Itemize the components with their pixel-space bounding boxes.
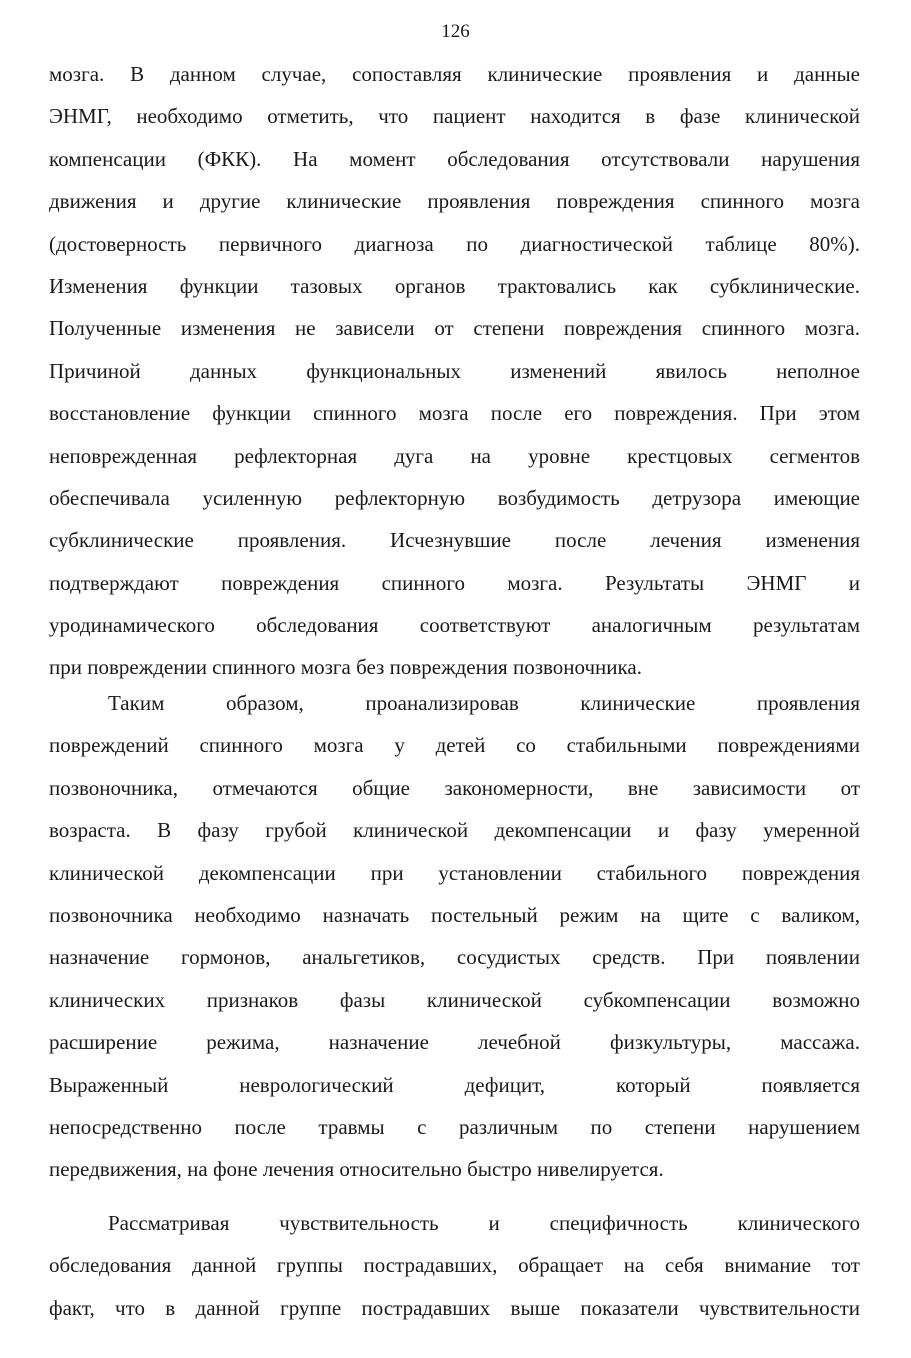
- text-line: Выраженный неврологический дефицит, который появляется: [49, 1072, 860, 1097]
- text-line: ЭНМГ, необходимо отметить, что пациент находится в фазе клинической: [49, 104, 860, 129]
- text-line: уродинамического обследования соответствуют аналогичным результатам: [49, 613, 860, 638]
- text-line: назначение гормонов, анальгетиков, сосудистых средств. При появлении: [49, 945, 860, 970]
- text-line: мозга. В данном случае, сопоставляя клинические проявления и данные: [49, 62, 860, 86]
- text-line: непосредственно после травмы с различным по степени нарушением: [49, 1114, 860, 1139]
- text-line: (достоверность первичного диагноза по диагностической таблице 80%).: [49, 231, 860, 256]
- text-line: при повреждении спинного мозга без повреждения позвоночника.: [49, 655, 642, 680]
- text-line: движения и другие клинические проявления повреждения спинного мозга: [49, 189, 860, 214]
- text-line: позвоночника, отмечаются общие закономерности, вне зависимости от: [49, 775, 860, 800]
- text-line: Причиной данных функциональных изменений явилось неполное: [49, 358, 860, 383]
- page-number: 126: [441, 21, 470, 42]
- text-line: обследования данной группы пострадавших, обращает на себя внимание тот: [49, 1253, 860, 1278]
- paragraph-1: [49, 60, 860, 696]
- text-line: клинических признаков фазы клинической субкомпенсации возможно: [49, 987, 860, 1012]
- paragraph-3: [49, 1209, 860, 1336]
- text-line: позвоночника необходимо назначать постельный режим на щите с валиком,: [49, 902, 860, 927]
- text-line: неповрежденная рефлекторная дуга на уровне крестцовых сегментов: [49, 443, 860, 468]
- text-line: субклинические проявления. Исчезнувшие после лечения изменения: [49, 528, 860, 553]
- text-line: восстановление функции спинного мозга после его повреждения. При этом: [49, 401, 860, 426]
- text-line: повреждений спинного мозга у детей со стабильными повреждениями: [49, 733, 860, 758]
- text-line: факт, что в данной группе пострадавших выше показатели чувствительности: [49, 1295, 860, 1320]
- text-line: Изменения функции тазовых органов трактовались как субклинические.: [49, 273, 860, 298]
- text-line: обеспечивала усиленную рефлекторную возбудимость детрузора имеющие: [49, 485, 860, 510]
- text-line: передвижения, на фоне лечения относительно быстро нивелируется.: [49, 1157, 664, 1182]
- text-line: возраста. В фазу грубой клинической декомпенсации и фазу умеренной: [49, 818, 860, 843]
- text-line: клинической декомпенсации при установлении стабильного повреждения: [49, 860, 860, 885]
- text-line: расширение режима, назначение лечебной физкультуры, массажа.: [49, 1030, 860, 1055]
- text-line: Полученные изменения не зависели от степени повреждения спинного мозга.: [49, 316, 860, 341]
- text-line: Рассматривая чувствительность и специфичность клинического: [108, 1211, 860, 1235]
- text-line: подтверждают повреждения спинного мозга. Результаты ЭНМГ и: [49, 570, 860, 595]
- text-line: Таким образом, проанализировав клинические проявления: [108, 691, 860, 715]
- text-line: компенсации (ФКК). На момент обследования отсутствовали нарушения: [49, 146, 860, 171]
- paragraph-2: [49, 689, 860, 1198]
